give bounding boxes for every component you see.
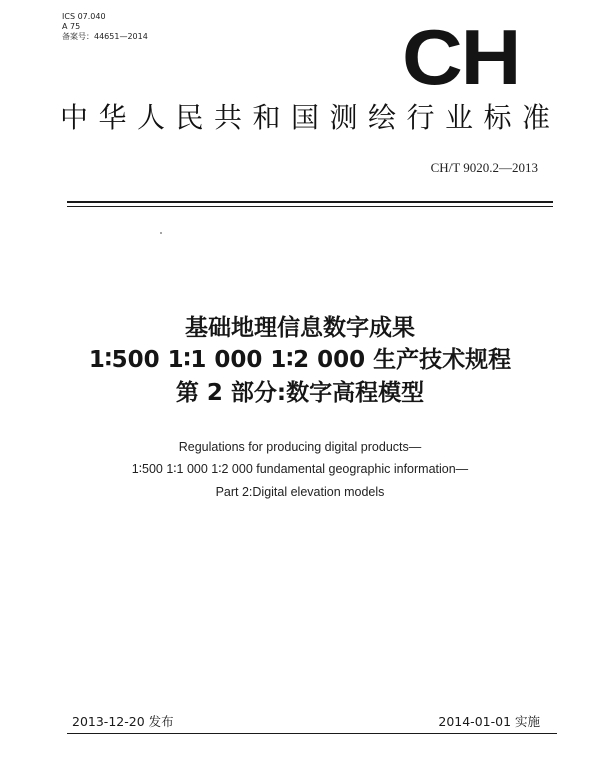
title-cn-line3: 第 2 部分:数字高程模型 (175, 380, 425, 406)
title-en-line2: 1∶500 1∶1 000 1∶2 000 fundamental geographic information— (131, 462, 469, 476)
footer-divider (67, 733, 557, 734)
ics-code: ICS 07.040 (62, 12, 106, 21)
classification-block (62, 12, 148, 42)
scan-speck (160, 232, 162, 234)
title-cn-line2: 1∶500 1∶1 000 1∶2 000 生产技术规程 (88, 347, 512, 373)
standard-code: CH/T 9020.2—2013 (430, 160, 538, 175)
ch-logo: CH (402, 13, 520, 101)
issuing-organization: 中华人民共和国测绘行业标准 (60, 101, 561, 134)
title-en-line3: Part 2:Digital elevation models (215, 485, 385, 499)
header-divider-thick (67, 201, 553, 203)
implementation-date: 2014-01-01 实施 (438, 714, 540, 729)
title-cn-line1: 基础地理信息数字成果 (185, 315, 415, 341)
category-code: A 75 (62, 22, 81, 31)
header-divider-thin (67, 206, 553, 207)
issue-date: 2013-12-20 发布 (72, 714, 174, 729)
record-number: 备案号：44651—2014 (62, 32, 148, 41)
title-en-line1: Regulations for producing digital products— (178, 440, 422, 454)
